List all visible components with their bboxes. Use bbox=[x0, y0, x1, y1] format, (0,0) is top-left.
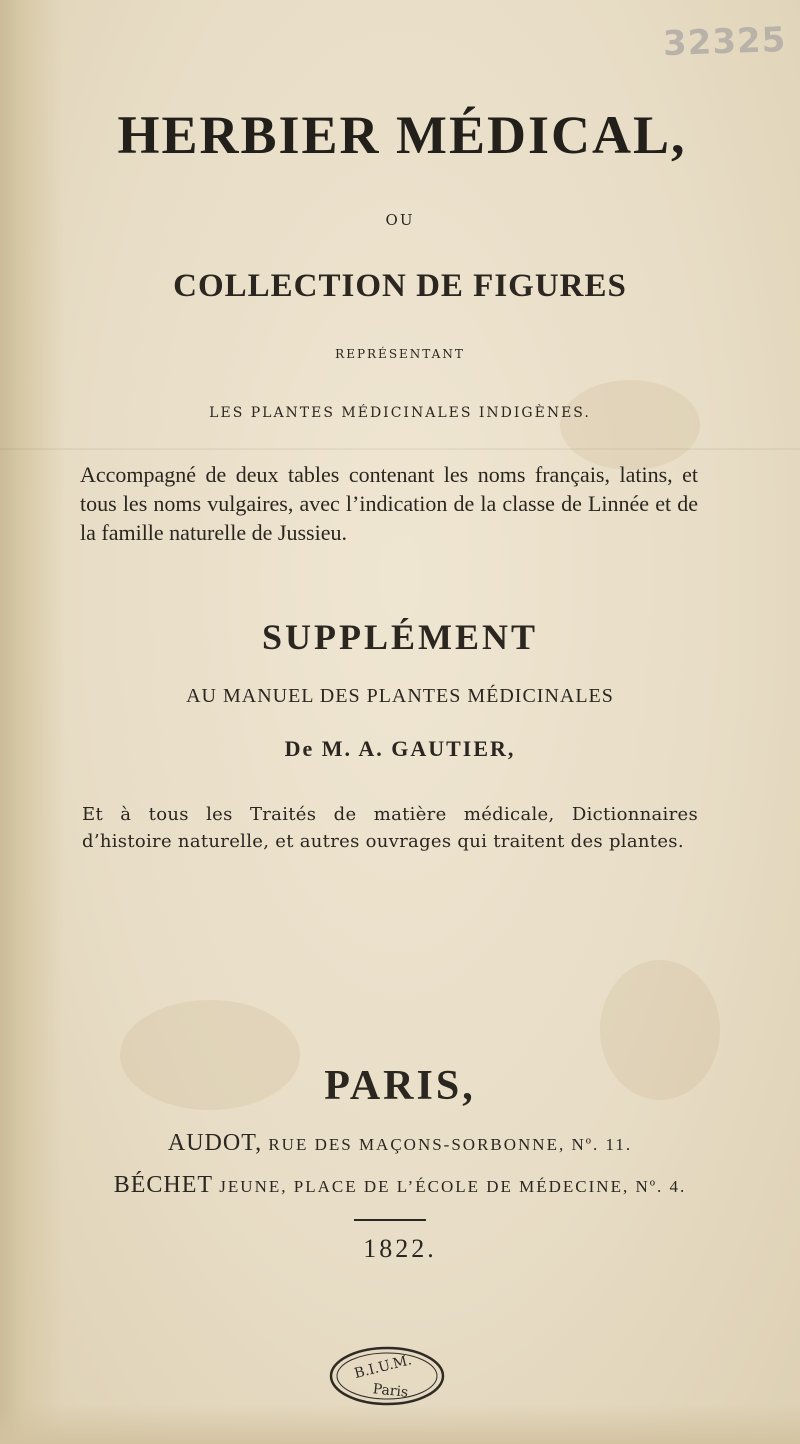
publisher-name: BÉCHET bbox=[113, 1172, 214, 1198]
traites-paragraph: Et à tous les Traités de matière médicale, Dictionnaires d’histoire naturelle, et autres ouvrages qui traitent des plantes. bbox=[82, 804, 698, 852]
divider-rule bbox=[354, 1219, 426, 1221]
shelfmark: 32325 bbox=[662, 19, 787, 65]
manuel-line: AU MANUEL DES PLANTES MÉDICINALES bbox=[186, 685, 614, 707]
book-subtitle: COLLECTION DE FIGURES bbox=[173, 268, 627, 304]
publisher-address: JEUNE, PLACE DE L’ÉCOLE DE MÉDECINE, Nº. 4. bbox=[219, 1177, 687, 1196]
description-paragraph: Accompagné de deux tables contenant les noms français, latins, et tous les noms vulgaires, avec l’indication de la classe de Linnée et de la famille naturelle de Jussieu. bbox=[80, 462, 698, 545]
publisher-name: AUDOT, bbox=[167, 1130, 263, 1156]
imprint-line-1 bbox=[70, 1130, 730, 1157]
author-line: De M. A. GAUTIER, bbox=[284, 736, 516, 761]
page-edge-shadow bbox=[0, 0, 64, 1444]
stamp-bottom-text: Paris bbox=[371, 1381, 409, 1401]
paper-stain bbox=[560, 380, 700, 470]
representant-line: REPRÉSENTANT bbox=[335, 347, 465, 361]
plantes-line: LES PLANTES MÉDICINALES INDIGÈNES. bbox=[209, 405, 591, 421]
conjunction: OU bbox=[385, 211, 415, 229]
publication-year: 1822. bbox=[363, 1234, 437, 1263]
supplement-heading: SUPPLÉMENT bbox=[261, 617, 539, 657]
library-stamp bbox=[328, 1345, 446, 1407]
stamp-top-text: B.I.U.M. bbox=[352, 1352, 414, 1382]
book-title: HERBIER MÉDICAL, bbox=[117, 105, 687, 165]
imprint-line-2 bbox=[70, 1172, 730, 1199]
imprint-city: PARIS, bbox=[324, 1063, 476, 1109]
page-bottom-shadow bbox=[0, 1404, 800, 1444]
publisher-address: RUE DES MAÇONS-SORBONNE, Nº. 11. bbox=[268, 1135, 633, 1154]
